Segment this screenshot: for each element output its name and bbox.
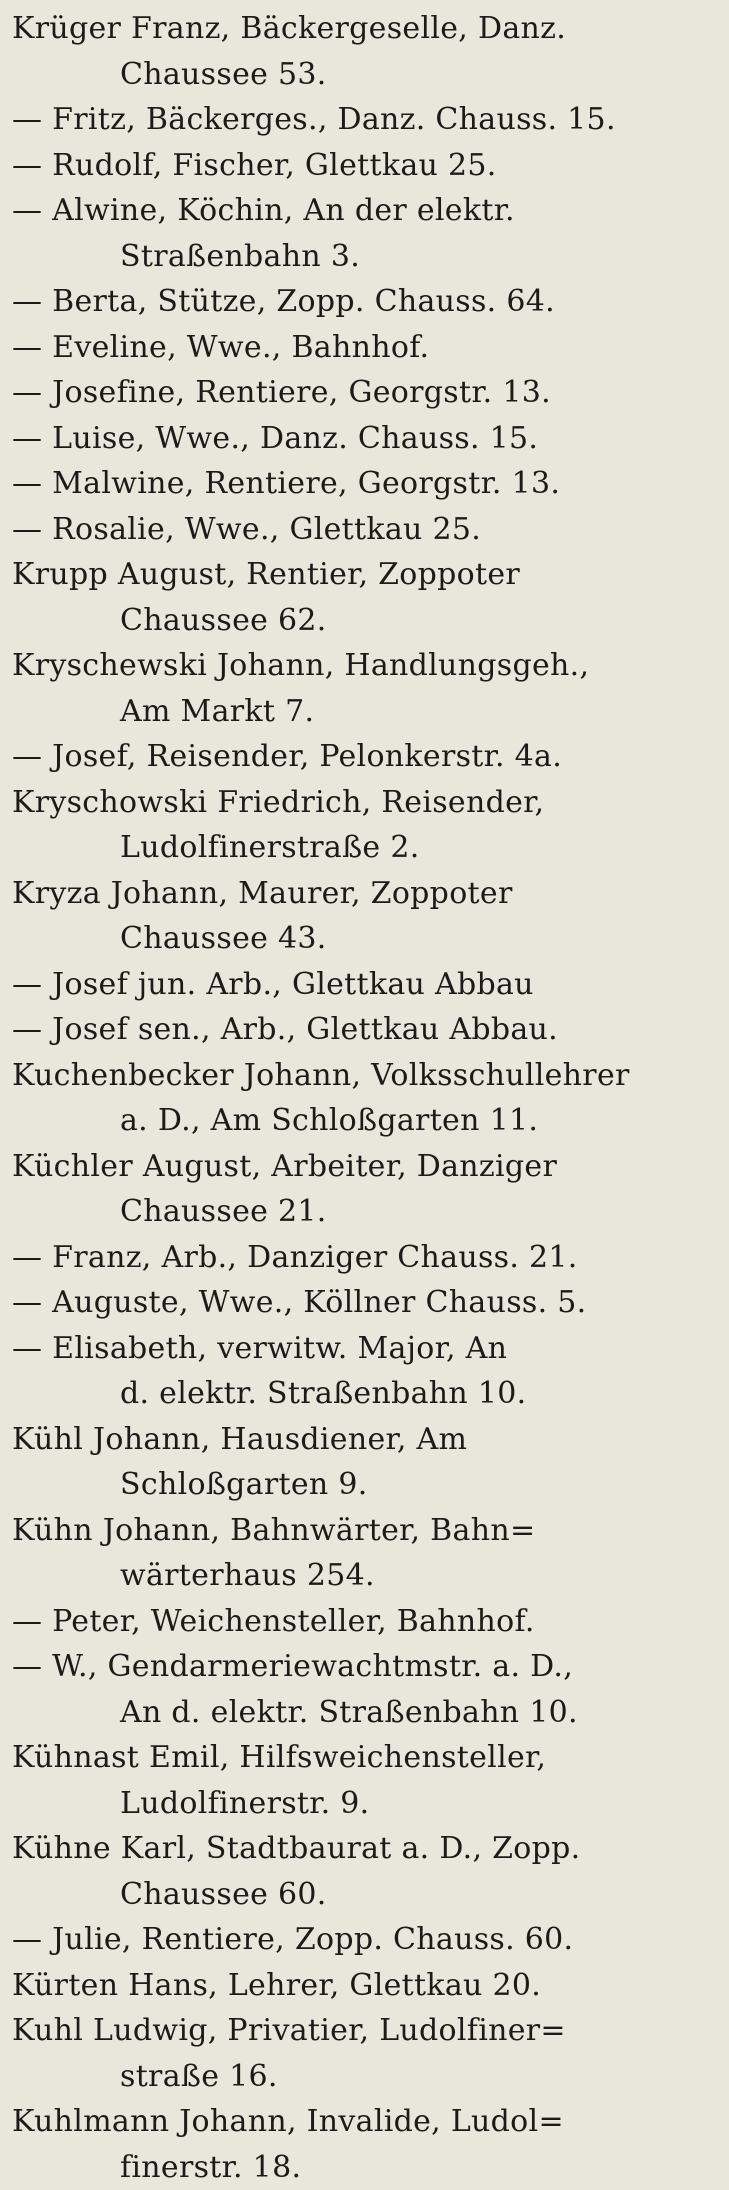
directory-entry-line: Kuhl Ludwig, Privatier, Ludolfiner= [12, 2008, 719, 2054]
sub-entry-line: — Malwine, Rentiere, Georgstr. 13. [12, 461, 719, 507]
entry-continuation-line: Chaussee 21. [12, 1189, 719, 1235]
sub-entry-line: — Rudolf, Fischer, Glettkau 25. [12, 143, 719, 189]
sub-entry-line: — Rosalie, Wwe., Glettkau 25. [12, 507, 719, 553]
directory-entry-line: Kühnast Emil, Hilfsweichensteller, [12, 1735, 719, 1781]
sub-entry-line: — Josef, Reisender, Pelonkerstr. 4a. [12, 734, 719, 780]
directory-entry-line: Krüger Franz, Bäckergeselle, Danz. [12, 6, 719, 52]
entry-continuation-line: Chaussee 62. [12, 598, 719, 644]
entry-continuation-line: Ludolfinerstraße 2. [12, 825, 719, 871]
directory-entry-line: Küchler August, Arbeiter, Danziger [12, 1144, 719, 1190]
entry-continuation-line: a. D., Am Schloßgarten 11. [12, 1098, 719, 1144]
sub-entry-line: — Josef jun. Arb., Glettkau Abbau [12, 962, 719, 1008]
entry-continuation-line: Chaussee 43. [12, 916, 719, 962]
entry-continuation-line: Ludolfinerstr. 9. [12, 1781, 719, 1827]
entry-continuation-line: d. elektr. Straßenbahn 10. [12, 1371, 719, 1417]
directory-entry-line: Kühne Karl, Stadtbaurat a. D., Zopp. [12, 1826, 719, 1872]
directory-entry-line: Kühn Johann, Bahnwärter, Bahn= [12, 1508, 719, 1554]
sub-entry-line: — Elisabeth, verwitw. Major, An [12, 1326, 719, 1372]
directory-entry-line: Kryschowski Friedrich, Reisender, [12, 780, 719, 826]
directory-entry-line: Kryschewski Johann, Handlungsgeh., [12, 643, 719, 689]
entry-continuation-line: Straßenbahn 3. [12, 234, 719, 280]
entry-continuation-line: Schloßgarten 9. [12, 1462, 719, 1508]
sub-entry-line: — Fritz, Bäckerges., Danz. Chauss. 15. [12, 97, 719, 143]
sub-entry-line: — Franz, Arb., Danziger Chauss. 21. [12, 1235, 719, 1281]
sub-entry-line: — W., Gendarmeriewachtmstr. a. D., [12, 1644, 719, 1690]
sub-entry-line: — Luise, Wwe., Danz. Chauss. 15. [12, 416, 719, 462]
directory-entry-line: Kuchenbecker Johann, Volksschullehrer [12, 1053, 719, 1099]
sub-entry-line: — Alwine, Köchin, An der elektr. [12, 188, 719, 234]
sub-entry-line: — Eveline, Wwe., Bahnhof. [12, 325, 719, 371]
sub-entry-line: — Josefine, Rentiere, Georgstr. 13. [12, 370, 719, 416]
entry-continuation-line: Chaussee 60. [12, 1872, 719, 1918]
directory-entry-line: Krupp August, Rentier, Zoppoter [12, 552, 719, 598]
directory-entry-line: Kuhlmann Johann, Invalide, Ludol= [12, 2099, 719, 2145]
directory-entry-line: Kürten Hans, Lehrer, Glettkau 20. [12, 1963, 719, 2009]
sub-entry-line: — Berta, Stütze, Zopp. Chauss. 64. [12, 279, 719, 325]
entry-continuation-line: An d. elektr. Straßenbahn 10. [12, 1690, 719, 1736]
sub-entry-line: — Julie, Rentiere, Zopp. Chauss. 60. [12, 1917, 719, 1963]
directory-entry-line: Kühl Johann, Hausdiener, Am [12, 1417, 719, 1463]
entry-continuation-line: wärterhaus 254. [12, 1553, 719, 1599]
sub-entry-line: — Auguste, Wwe., Köllner Chauss. 5. [12, 1280, 719, 1326]
entry-continuation-line: straße 16. [12, 2054, 719, 2100]
entry-continuation-line: Am Markt 7. [12, 689, 719, 735]
sub-entry-line: — Peter, Weichensteller, Bahnhof. [12, 1599, 719, 1645]
directory-entry-line: Kryza Johann, Maurer, Zoppoter [12, 871, 719, 917]
entry-continuation-line: Chaussee 53. [12, 52, 719, 98]
sub-entry-line: — Josef sen., Arb., Glettkau Abbau. [12, 1007, 719, 1053]
entry-continuation-line: finerstr. 18. [12, 2145, 719, 2190]
